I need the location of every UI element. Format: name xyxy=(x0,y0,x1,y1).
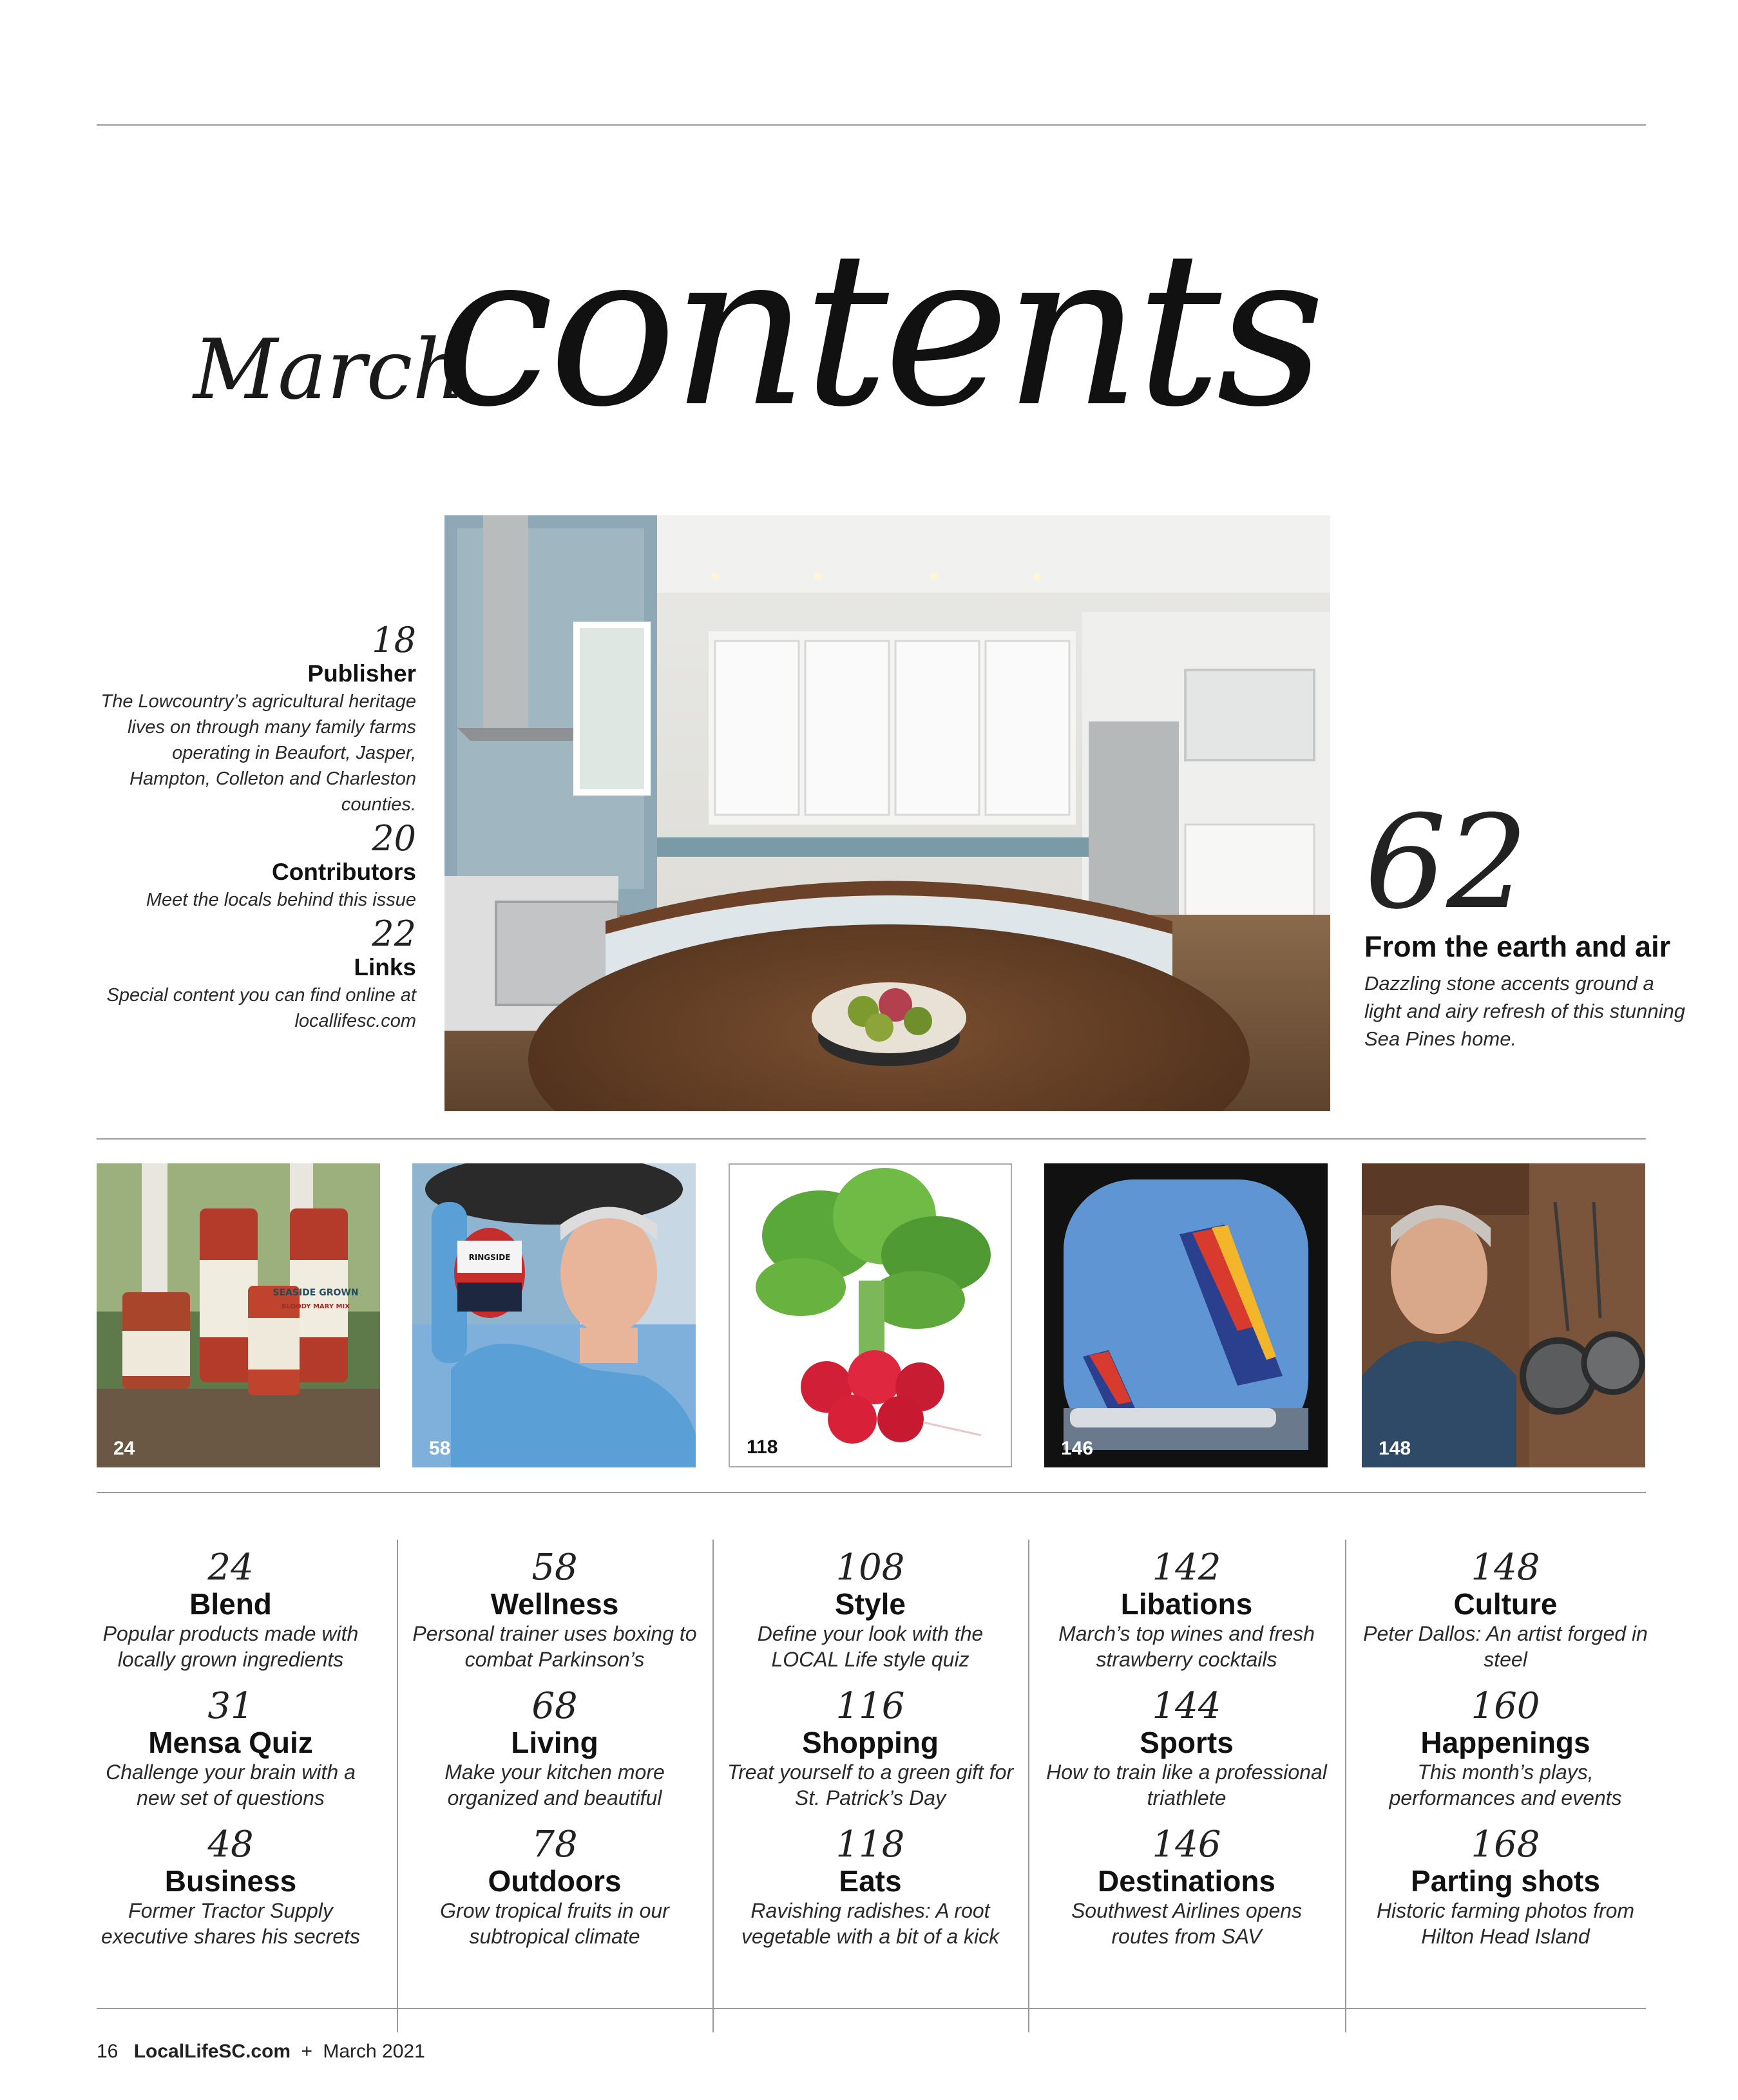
page-number: 20 xyxy=(372,818,416,859)
jar-label: SEASIDE GROWN xyxy=(272,1288,359,1298)
section-description: Grow tropical fruits in our subtropical climate xyxy=(440,1899,669,1948)
section-heading: Living xyxy=(511,1726,598,1759)
section-description: Define your look with the LOCAL Life style quiz xyxy=(757,1622,984,1671)
contents-item xyxy=(1042,1687,1332,1826)
page-number: 58 xyxy=(531,1547,578,1589)
entry-heading: Links xyxy=(354,954,416,980)
contents-item xyxy=(725,1826,1015,1964)
contents-item xyxy=(1042,1826,1332,1964)
feature-page-number: 62 xyxy=(1364,788,1529,938)
left-entry xyxy=(97,915,416,1034)
contents-item xyxy=(1361,1549,1650,1687)
section-description: Ravishing radishes: A root vegetable with a bit of a kick xyxy=(741,1899,1000,1948)
thumb-steel-artist xyxy=(1362,1163,1645,1467)
page-number: 168 xyxy=(1471,1824,1540,1866)
contents-item xyxy=(1042,1549,1332,1687)
section-heading: Mensa Quiz xyxy=(148,1726,313,1759)
entry-description: Meet the locals behind this issue xyxy=(146,890,416,910)
section-heading: Parting shots xyxy=(1411,1864,1600,1898)
page-number: 142 xyxy=(1152,1547,1221,1589)
title-month: March xyxy=(193,322,466,418)
section-description: This month’s plays, performances and events xyxy=(1389,1761,1622,1809)
page-number: 18 xyxy=(372,620,416,660)
section-heading: Libations xyxy=(1120,1587,1253,1621)
section-description: Treat yourself to a green gift for St. Patrick’s Day xyxy=(727,1761,1014,1809)
entry-heading: Contributors xyxy=(271,859,416,885)
thumb-page-number: 24 xyxy=(113,1438,135,1459)
mid-rule-2 xyxy=(97,1492,1646,1493)
contents-column xyxy=(86,1549,376,1964)
thumb-page-number: 146 xyxy=(1061,1438,1094,1459)
feature-description: Dazzling stone accents ground a light and airy refresh of this stunning Sea Pines home. xyxy=(1364,972,1685,1050)
page-number: 22 xyxy=(372,913,416,954)
contents-item xyxy=(725,1549,1015,1687)
section-heading: Eats xyxy=(839,1864,902,1898)
mid-rule-1 xyxy=(97,1138,1646,1140)
page-title xyxy=(187,206,1475,483)
section-heading: Happenings xyxy=(1420,1726,1590,1759)
contents-item xyxy=(410,1549,700,1687)
entry-heading: Publisher xyxy=(307,660,416,687)
column-divider xyxy=(1028,1540,1029,2032)
contents-column xyxy=(1042,1549,1332,1964)
thumb-airplane-window xyxy=(1044,1163,1328,1467)
thumb-page-number: 148 xyxy=(1379,1438,1411,1459)
bottom-rule xyxy=(97,2008,1646,2009)
page-number: 148 xyxy=(1471,1547,1540,1589)
entry-description: The Lowcountry’s agricultural heritage lives on through many family farms operating in Beaufort, Jasper, Hampton, Colleton and Charleston counties. xyxy=(100,691,416,815)
section-description: Personal trainer uses boxing to combat Parkinson’s xyxy=(412,1622,697,1671)
footer-page-number: 16 xyxy=(97,2041,119,2062)
page-number: 78 xyxy=(531,1824,578,1866)
contents-item xyxy=(86,1826,376,1964)
feature-kitchen-photo xyxy=(444,515,1330,1111)
section-description: March’s top wines and fresh strawberry cocktails xyxy=(1058,1622,1315,1671)
page-number: 48 xyxy=(207,1824,254,1866)
page-number: 31 xyxy=(207,1685,254,1727)
contents-column xyxy=(725,1549,1015,1964)
section-description: Former Tractor Supply executive shares his secrets xyxy=(101,1899,360,1948)
page-number: 68 xyxy=(531,1685,578,1727)
section-description: Southwest Airlines opens routes from SAV xyxy=(1071,1899,1303,1948)
section-heading: Shopping xyxy=(801,1726,939,1759)
page-number: 108 xyxy=(836,1547,905,1589)
column-divider xyxy=(397,1540,398,2032)
feature-story xyxy=(1364,788,1686,1053)
left-entry xyxy=(97,622,416,817)
thumb-page-number: 58 xyxy=(429,1438,451,1459)
section-description: Historic farming photos from Hilton Head Island xyxy=(1376,1899,1635,1948)
contents-item xyxy=(86,1687,376,1826)
section-heading: Sports xyxy=(1140,1726,1234,1759)
column-divider xyxy=(1345,1540,1346,2032)
contents-item xyxy=(410,1826,700,1964)
page-number: 144 xyxy=(1152,1685,1221,1727)
jar-sub-label: BLOODY MARY MIX xyxy=(282,1303,350,1310)
left-entries xyxy=(97,622,416,1036)
page-number: 160 xyxy=(1471,1685,1540,1727)
section-description: Challenge your brain with a new set of questions xyxy=(106,1761,356,1809)
section-heading: Business xyxy=(164,1864,297,1898)
section-heading: Destinations xyxy=(1097,1864,1276,1898)
page-footer xyxy=(97,2041,425,2063)
top-rule xyxy=(97,124,1646,126)
section-heading: Style xyxy=(835,1587,906,1621)
footer-separator: + xyxy=(301,2041,312,2062)
contents-column xyxy=(410,1549,700,1964)
thumb-boxing-trainer xyxy=(412,1163,696,1467)
section-description: Popular products made with locally grown ingredients xyxy=(102,1622,359,1671)
section-heading: Wellness xyxy=(490,1587,619,1621)
section-heading: Outdoors xyxy=(488,1864,622,1898)
feature-heading: From the earth and air xyxy=(1364,930,1671,963)
thumb-salsa-jars xyxy=(97,1163,380,1467)
section-description: How to train like a professional triathlete xyxy=(1046,1761,1327,1809)
contents-item xyxy=(86,1549,376,1687)
section-heading: Culture xyxy=(1453,1587,1558,1621)
thumb-radishes xyxy=(729,1163,1012,1467)
title-main: contents xyxy=(435,206,1321,453)
contents-column xyxy=(1361,1549,1650,1964)
column-divider xyxy=(712,1540,714,2032)
page-number: 146 xyxy=(1152,1824,1221,1866)
contents-item xyxy=(1361,1826,1650,1964)
section-description: Make your kitchen more organized and beautiful xyxy=(444,1761,665,1809)
contents-item xyxy=(1361,1687,1650,1826)
section-heading: Blend xyxy=(189,1587,272,1621)
contents-item xyxy=(410,1687,700,1826)
page-number: 116 xyxy=(836,1685,905,1727)
thumb-page-number: 118 xyxy=(747,1437,778,1458)
left-entry xyxy=(97,820,416,913)
page-number: 24 xyxy=(207,1547,254,1589)
contents-item xyxy=(725,1687,1015,1826)
footer-date: March 2021 xyxy=(323,2041,425,2062)
page-number: 118 xyxy=(836,1824,905,1866)
footer-site: LocalLifeSC.com xyxy=(133,2041,291,2062)
entry-description: Special content you can find online at locallifesc.com xyxy=(106,985,416,1031)
bag-label: RINGSIDE xyxy=(468,1253,511,1262)
section-description: Peter Dallos: An artist forged in steel xyxy=(1363,1622,1648,1671)
